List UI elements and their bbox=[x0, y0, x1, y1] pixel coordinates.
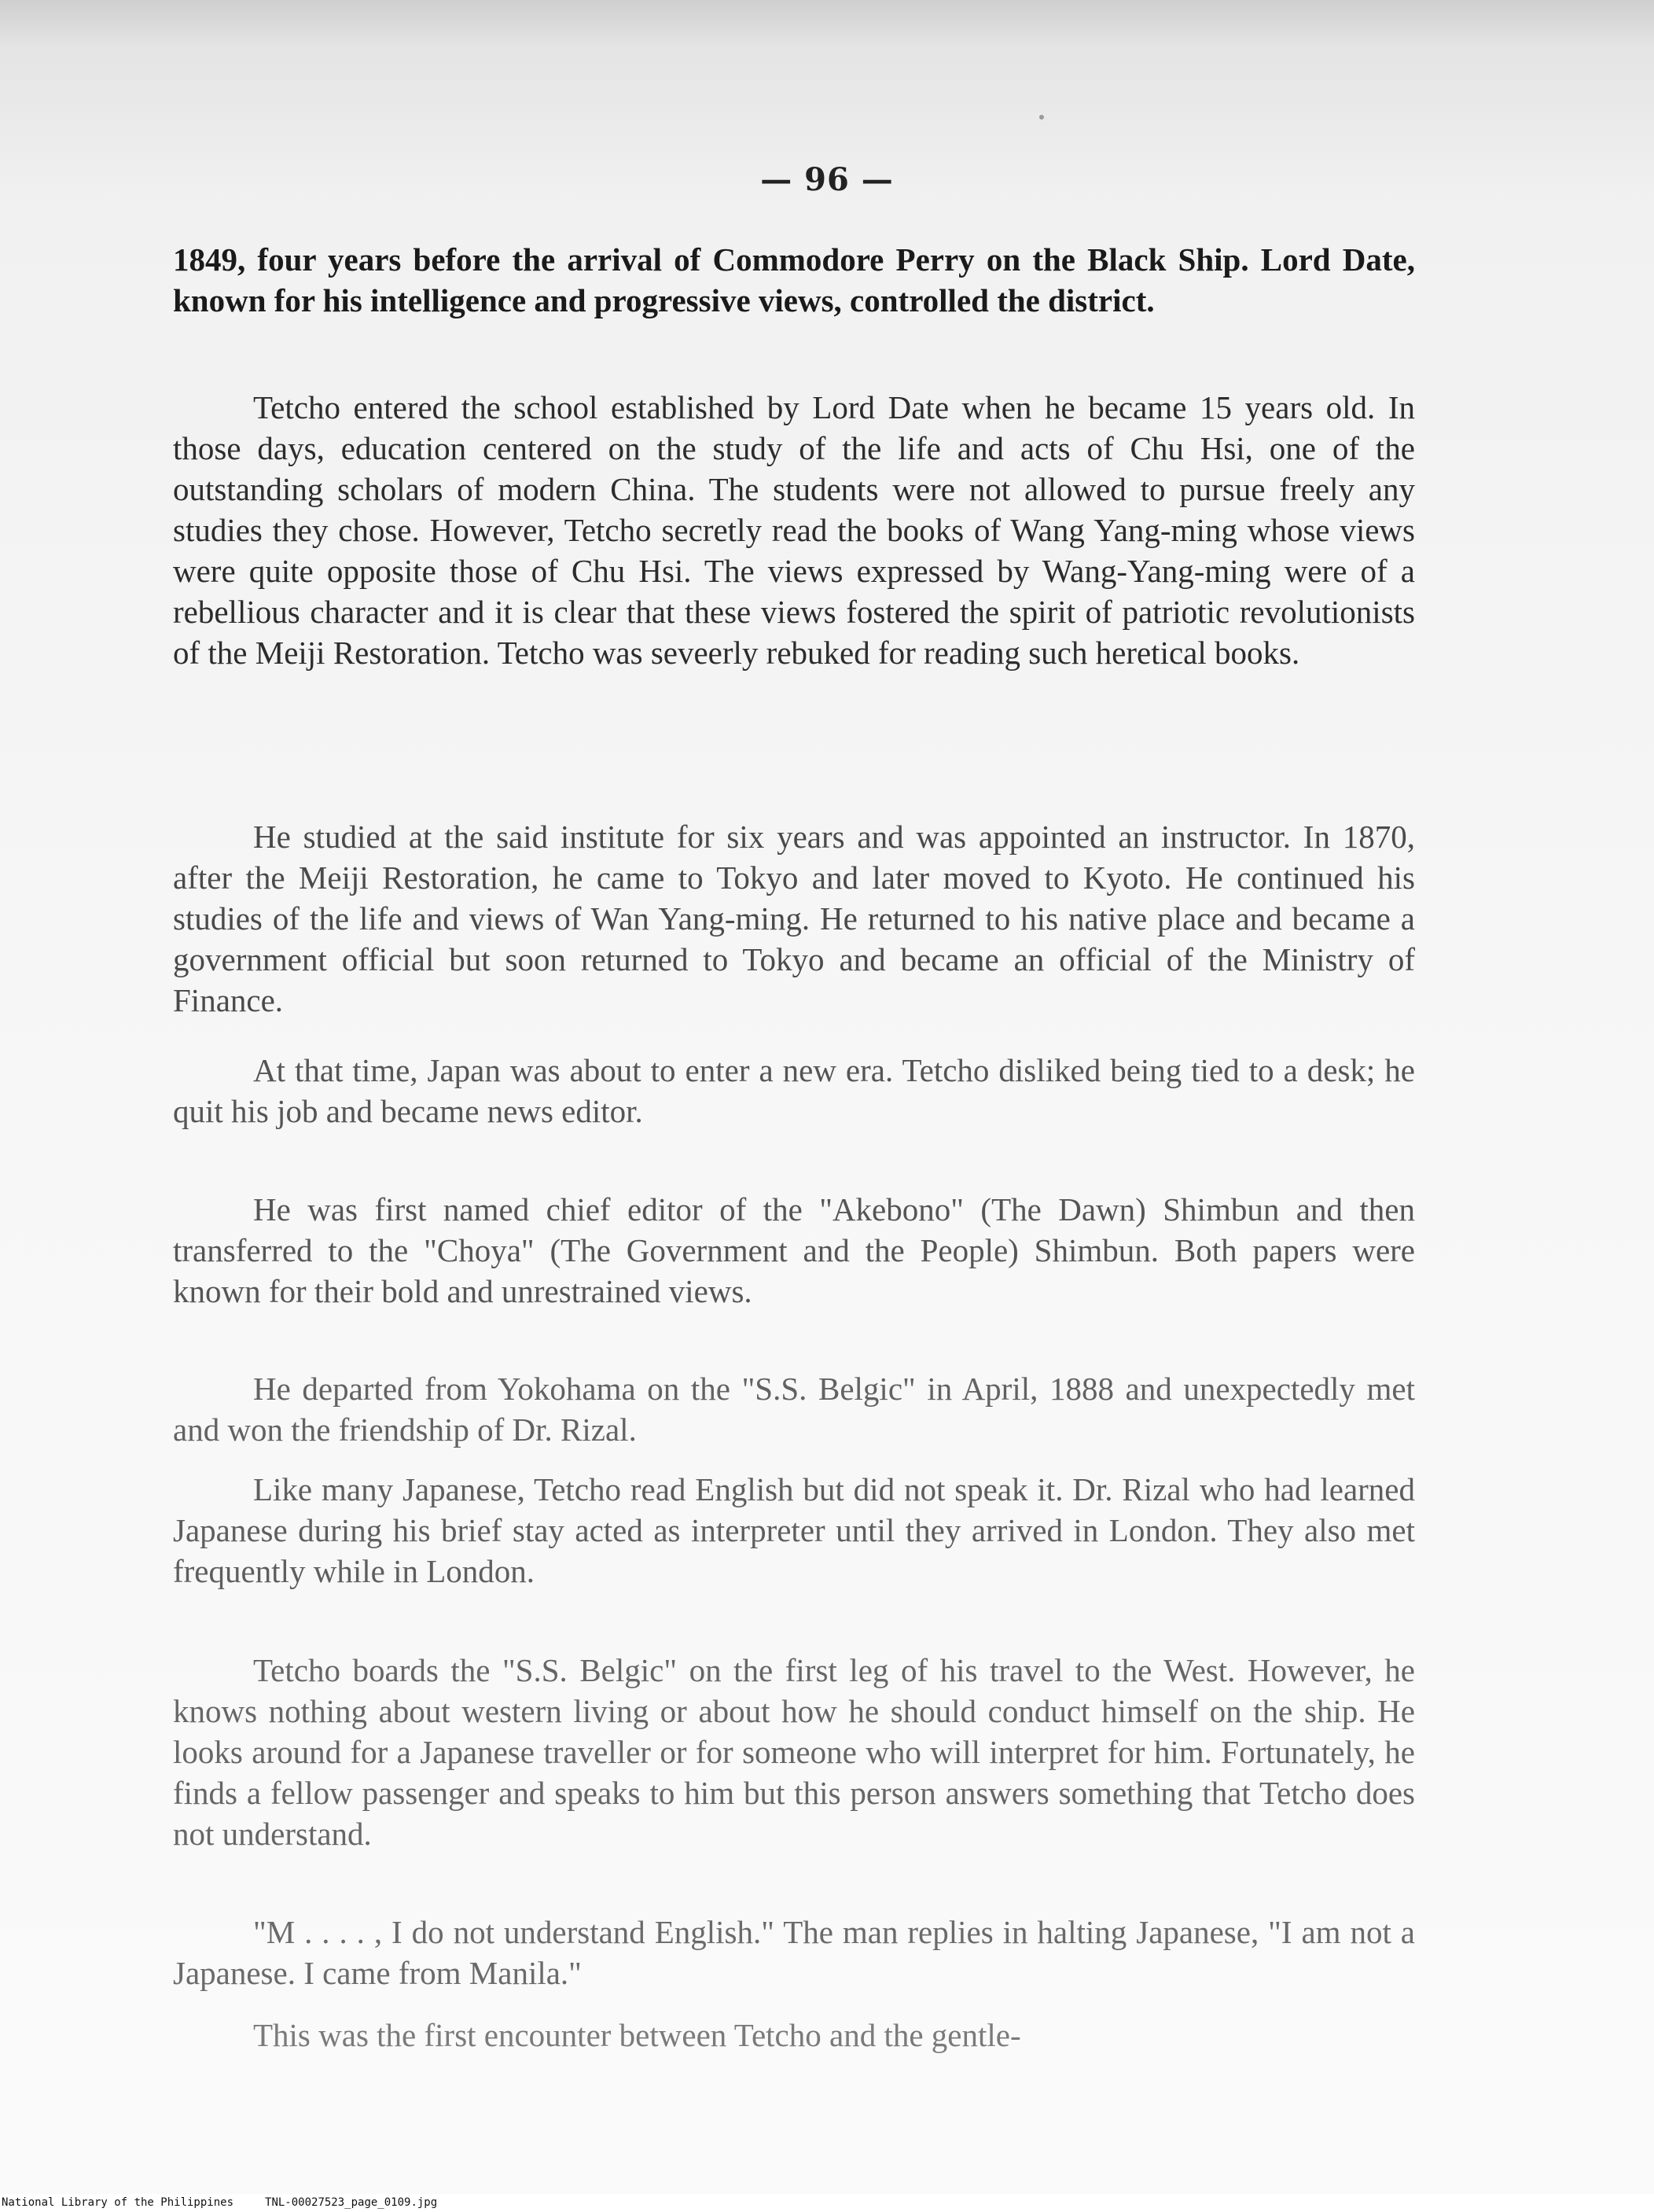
scan-speck bbox=[1039, 115, 1044, 120]
paragraph-5: He was first named chief editor of the "Akebono" (The Dawn) Shimbun and then transferred to the "Choya" (The Government and the People) Shimbun. Both papers were known for their bold and unrestrained views. bbox=[173, 1191, 1415, 1309]
paragraph-2: Tetcho entered the school established by Lord Date when he became 15 years old. In those days, education centered on the study of the life and acts of Chu Hsi, one of the outstanding scholars of modern China. The students were not allowed to pursue freely any studies they chose. However, Tetcho secretly read the books of Wang Yang-ming whose views were quite opposite those of Chu Hsi. The views expressed by Wang-Yang-ming were of a rebellious character and it is clear that these views fostered the spirit of patriotic revolutionists of the Meiji Restoration. Tetcho was seveerly rebuked for reading such heretical books. bbox=[173, 389, 1415, 671]
paragraph-4: At that time, Japan was about to enter a new era. Tetcho disliked being tied to a desk; he quit his job and became news editor. bbox=[173, 1052, 1415, 1129]
paragraph-9: "M . . . . , I do not understand English." The man replies in halting Japanese, "I am not a Japanese. I came from Manila." bbox=[173, 1914, 1415, 1991]
paragraph-7: Like many Japanese, Tetcho read English but did not speak it. Dr. Rizal who had learned Japanese during his brief stay acted as interpreter until they arrived in London. They also met frequently while in London. bbox=[173, 1471, 1415, 1589]
paragraph-8: Tetcho boards the "S.S. Belgic" on the first leg of his travel to the West. However, he knows nothing about western living or about how he should conduct himself on the ship. He looks around for a Japanese traveller or for someone who will interpret for him. Fortunately, he finds a fellow passenger and speaks to him but this person answers something that Tetcho does not understand. bbox=[173, 1652, 1415, 1852]
page-number: — 96 — bbox=[760, 161, 894, 198]
footer-file: TNL-00027523_page_0109.jpg bbox=[265, 2196, 438, 2209]
footer-library: National Library of the Philippines bbox=[2, 2196, 234, 2209]
paragraph-6: He departed from Yokohama on the "S.S. Belgic" in April, 1888 and unexpectedly met and won the friendship of Dr. Rizal. bbox=[173, 1371, 1415, 1448]
paragraph-3: He studied at the said institute for six years and was appointed an instructor. In 1870, after the Meiji Restoration, he came to Tokyo and later moved to Kyoto. He continued his studies of the life and views of Wan Yang-ming. He returned to his native place and became a government official but soon returned to Tokyo and became an official of the Ministry of Finance. bbox=[173, 819, 1415, 1018]
footer-bar bbox=[0, 2194, 1654, 2212]
paragraph-10: This was the first encounter between Tetcho and the gentle- bbox=[253, 2017, 1021, 2053]
paragraph-1: 1849, four years before the arrival of Commodore Perry on the Black Ship. Lord Date, known for his intelligence and progressive views, controlled the district. bbox=[173, 241, 1415, 318]
